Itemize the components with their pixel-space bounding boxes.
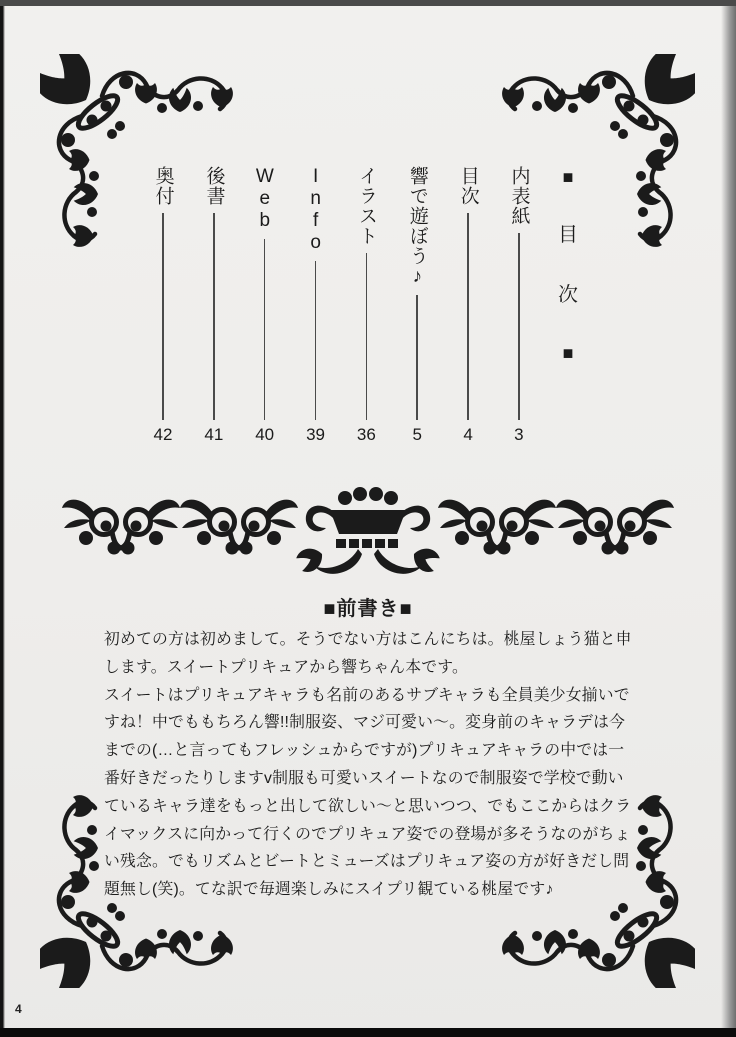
toc-header-char-moku: 目	[558, 224, 578, 247]
foreword-line: 題無し(笑)。てな訳で毎週楽しみにスイプリ観ている桃屋です♪	[104, 881, 554, 899]
foreword-line: い残念。でもリズムとビートとミューズはプリキュア姿の方が好きだし問	[104, 853, 630, 871]
toc-leader-line	[213, 213, 215, 420]
scan-edge-left	[0, 6, 5, 1028]
toc-entry	[201, 166, 227, 444]
toc-leader-line	[162, 213, 164, 420]
toc-page-number: 41	[204, 425, 224, 444]
toc-leader-line	[518, 233, 520, 420]
scan-edge-bottom	[0, 1028, 736, 1037]
toc-entry-title: イラスト	[356, 166, 377, 246]
floral-divider-ornament	[58, 484, 678, 576]
scan-edge-top	[0, 0, 736, 6]
toc-entry	[150, 166, 176, 444]
foreword-title: ■前書き■	[323, 598, 413, 620]
toc-entry-title: 響で遊ぼう♪	[406, 166, 428, 288]
toc-leader-line	[467, 213, 469, 420]
toc-entry-title: 後書	[203, 166, 225, 206]
scan-edge-right	[721, 6, 736, 1028]
toc-page-number: 42	[153, 425, 173, 444]
toc-entry-title: 目次	[457, 166, 479, 206]
toc-header	[552, 168, 584, 362]
toc-leader-line	[366, 253, 368, 420]
foreword-line: ているキャラ達をもっと出して欲しい～と思いつつ、でもここからはクラ	[104, 797, 632, 815]
toc-entry-title: 内表紙	[508, 166, 530, 226]
foreword-line: スイートはプリキュアキャラも名前のあるサブキャラも全員美少女揃いで	[104, 686, 630, 704]
page-number: 4	[15, 1002, 22, 1016]
toc-leader-line	[264, 239, 266, 420]
toc-page-number: 3	[514, 425, 524, 444]
toc-page-number: 36	[356, 425, 376, 444]
foreword-body	[104, 626, 638, 904]
toc-header-square-bottom: ■	[562, 342, 574, 363]
toc-entry-title: 奥付	[152, 166, 174, 206]
toc-leader-line	[416, 295, 418, 420]
foreword-line: 番好きだったりしますv制服も可愛いスイートなので制服姿で学校で動い	[104, 769, 624, 787]
foreword-line: すね！中でももちろん響!!制服姿、マジ可愛い～。変身前のキャラデは今	[104, 714, 626, 732]
toc-header-char-ji: 次	[558, 283, 578, 306]
toc-entry	[303, 166, 329, 444]
foreword-line: までの(…と言ってもフレッシュからですが)プリキュアキャラの中では一	[104, 742, 625, 760]
toc-entry-title: Info	[305, 166, 327, 254]
toc-entry	[252, 166, 278, 444]
toc-page-number: 40	[255, 425, 275, 444]
toc-header-square-top: ■	[562, 167, 574, 187]
foreword-line: イマックスに向かって行くのでプリキュア姿での登場が多そうなのがちょ	[104, 825, 631, 843]
toc-entries	[150, 166, 532, 444]
toc-entry	[404, 166, 430, 444]
toc-entry	[353, 166, 379, 444]
toc-entry-title: Web	[254, 166, 276, 232]
foreword-line: 初めての方は初めまして。そうでない方はこんにちは。桃屋しょう猫と申	[104, 631, 632, 648]
toc-entry	[455, 166, 481, 444]
toc-page-number: 4	[463, 425, 473, 444]
toc-entry	[506, 166, 532, 444]
foreword-line: します。スイートプリキュアから響ちゃん本です。	[104, 658, 468, 676]
toc-leader-line	[315, 261, 317, 420]
toc-page-number: 5	[412, 425, 422, 444]
toc-page-number: 39	[306, 425, 325, 444]
